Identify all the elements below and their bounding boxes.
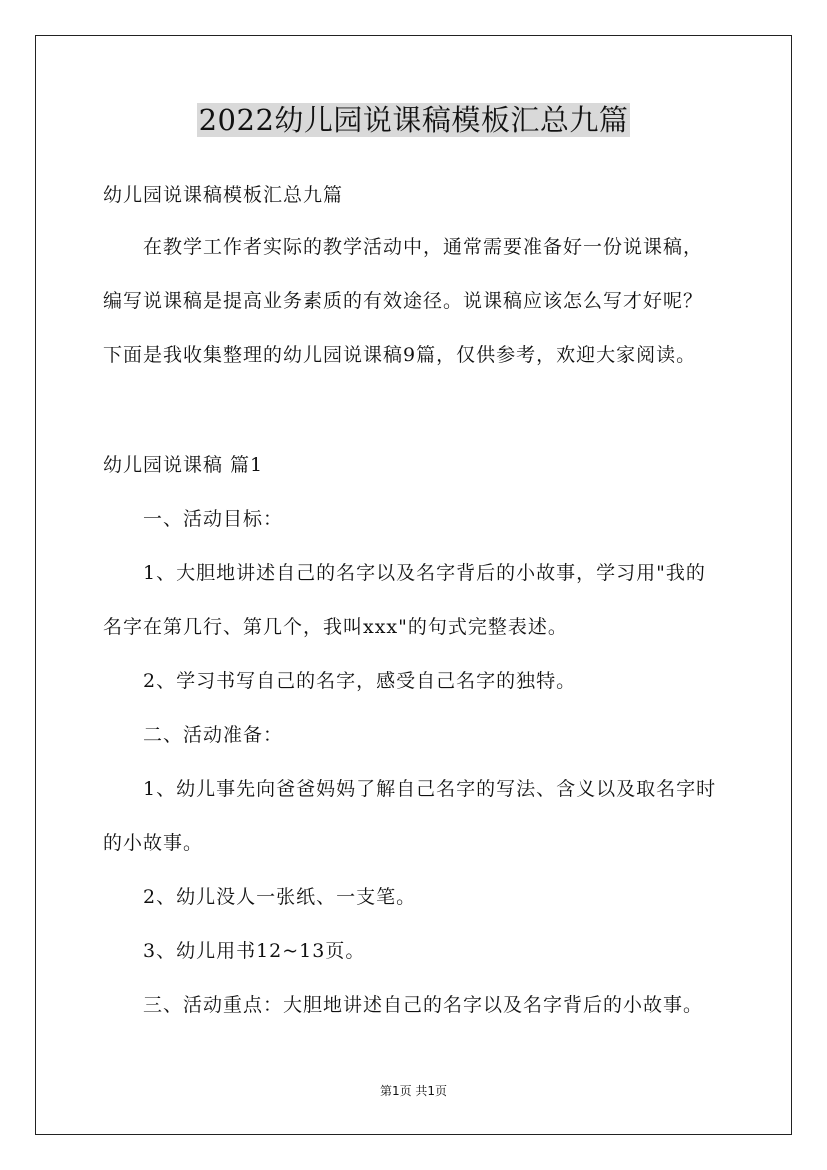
body-line-8: 2、幼儿没人一张纸、一支笔。 (143, 886, 417, 908)
body-line-3: 名字在第几行、第几个，我叫xxx"的句式完整表述。 (103, 616, 568, 638)
intro-line-3: 下面是我收集整理的幼儿园说课稿9篇，仅供参考，欢迎大家阅读。 (103, 344, 697, 366)
intro-line-1: 在教学工作者实际的教学活动中，通常需要准备好一份说课稿， (143, 236, 704, 258)
page-footer: 第1页 共1页 (379, 1084, 448, 1098)
intro-line-2: 编写说课稿是提高业务素质的有效途径。说课稿应该怎么写才好呢？ (103, 290, 704, 312)
body-line-7: 的小故事。 (103, 832, 204, 854)
body-line-9: 3、幼儿用书12~13页。 (143, 940, 366, 962)
body-line-1: 一、活动目标： (143, 508, 284, 530)
document-subtitle: 幼儿园说课稿模板汇总九篇 (103, 184, 344, 206)
body-line-10: 三、活动重点：大胆地讲述自己的名字以及名字背后的小故事。 (143, 994, 704, 1016)
body-line-4: 2、学习书写自己的名字，感受自己名字的独特。 (143, 670, 577, 692)
document-title: 2022幼儿园说课稿模板汇总九篇 (198, 103, 629, 137)
body-line-5: 二、活动准备： (143, 724, 284, 746)
body-line-6: 1、幼儿事先向爸爸妈妈了解自己名字的写法、含义以及取名字时 (143, 778, 717, 800)
section-heading: 幼儿园说课稿 篇1 (103, 454, 264, 476)
body-line-2: 1、大胆地讲述自己的名字以及名字背后的小故事，学习用"我的 (143, 562, 706, 584)
